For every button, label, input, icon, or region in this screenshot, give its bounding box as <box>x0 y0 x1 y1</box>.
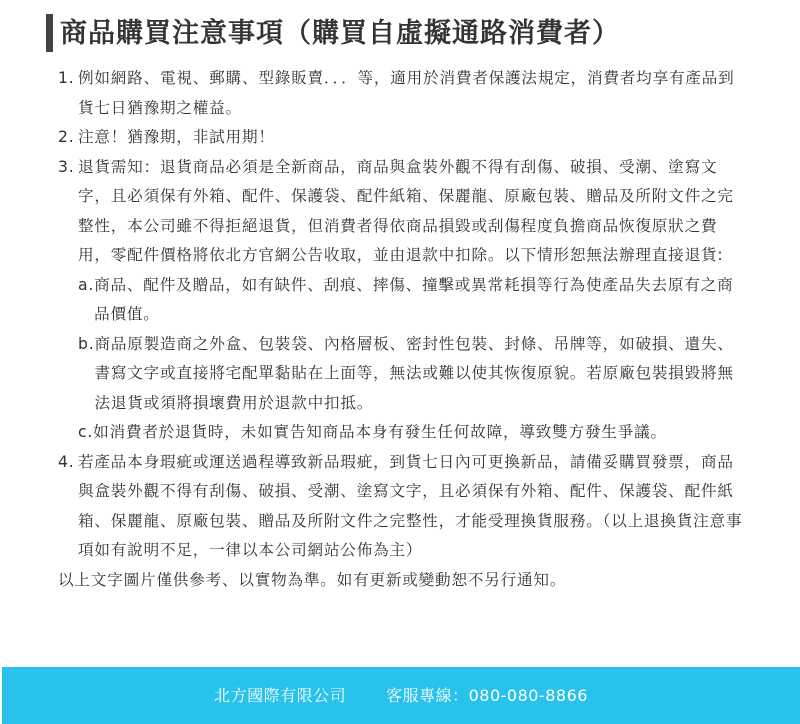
sub-item-b <box>78 330 748 419</box>
item-body <box>78 153 748 448</box>
item-number: 1. <box>58 69 75 87</box>
item-number: 2. <box>58 128 75 146</box>
notice-item-3 <box>58 153 748 448</box>
footer-company-name: 北方國際有限公司 <box>214 686 347 705</box>
item-text: 注意！猶豫期，非試用期！ <box>78 128 275 146</box>
item-text: 若產品本身瑕疵或運送過程導致新品瑕疵，到貨七日內可更換新品，請備妥購買發票，商品與盒裝外觀不得有刮傷、破損、受潮、塗寫文字，且必須保有外箱、配件、保護袋、配件紙箱、保麗龍、原廠包裝、贈品及所附文件之完整性，才能受理換貨服務。（以上退換貨注意事項如有說明不足，一律以本公司網站公佈為主） <box>78 452 743 559</box>
item-number: 4. <box>58 452 75 471</box>
item-text: 例如網路、電視、郵購、型錄販賣．．．等，適用於消費者保護法規定，消費者均享有產品到貨七日猶豫期之權益。 <box>78 69 735 117</box>
sub-item-text: 如消費者於退貨時，未如實告知商品本身有發生任何故障，導致雙方發生爭議。 <box>93 423 667 441</box>
sub-item-a <box>78 271 748 330</box>
sub-item-c <box>78 418 748 448</box>
notice-item-2 <box>58 123 748 153</box>
notice-item-1 <box>58 64 748 123</box>
sub-item-number: c. <box>78 423 94 441</box>
page-title: 商品購買注意事項（購買自虛擬通路消費者） <box>60 18 620 49</box>
footer-banner <box>2 667 800 724</box>
sub-item-text: 商品、配件及贈品，如有缺件、刮痕、摔傷、撞擊或異常耗損等行為使產品失去原有之商品價值。 <box>94 275 734 323</box>
sub-item-number: b. <box>78 334 95 353</box>
sub-item-number: a. <box>78 275 95 294</box>
notice-content <box>58 64 748 595</box>
footer-hotline: 客服專線：080-080-8866 <box>386 686 588 705</box>
sub-item-text: 商品原製造商之外盒、包裝袋、內格層板、密封性包裝、封條、吊牌等，如破損、遺失、書寫文字或直接將宅配單黏貼在上面等，無法或難以使其恢復原貌。若原廠包裝損毀將無法退貨或須將損壞費用於退款中扣抵。 <box>94 334 734 412</box>
item-number: 3. <box>58 157 75 176</box>
item-text: 退貨需知：退貨商品必須是全新商品，商品與盒裝外觀不得有刮傷、破損、受潮、塗寫文字，且必須保有外箱、配件、保護袋、配件紙箱、保麗龍、原廠包裝、贈品及所附文件之完整性，本公司雖不得拒絕退貨，但消費者得依商品損毀或刮傷程度負擔商品恢復原狀之費用，零配件價格將依北方官網公告收取，並由退款中扣除。以下情形恕無法辦理直接退貨: <box>78 157 734 264</box>
title-accent-bar <box>46 14 53 52</box>
disclaimer-note: 以上文字圖片僅供參考、以實物為準。如有更新或變動恕不另行通知。 <box>58 570 567 589</box>
notice-item-4 <box>58 448 748 566</box>
